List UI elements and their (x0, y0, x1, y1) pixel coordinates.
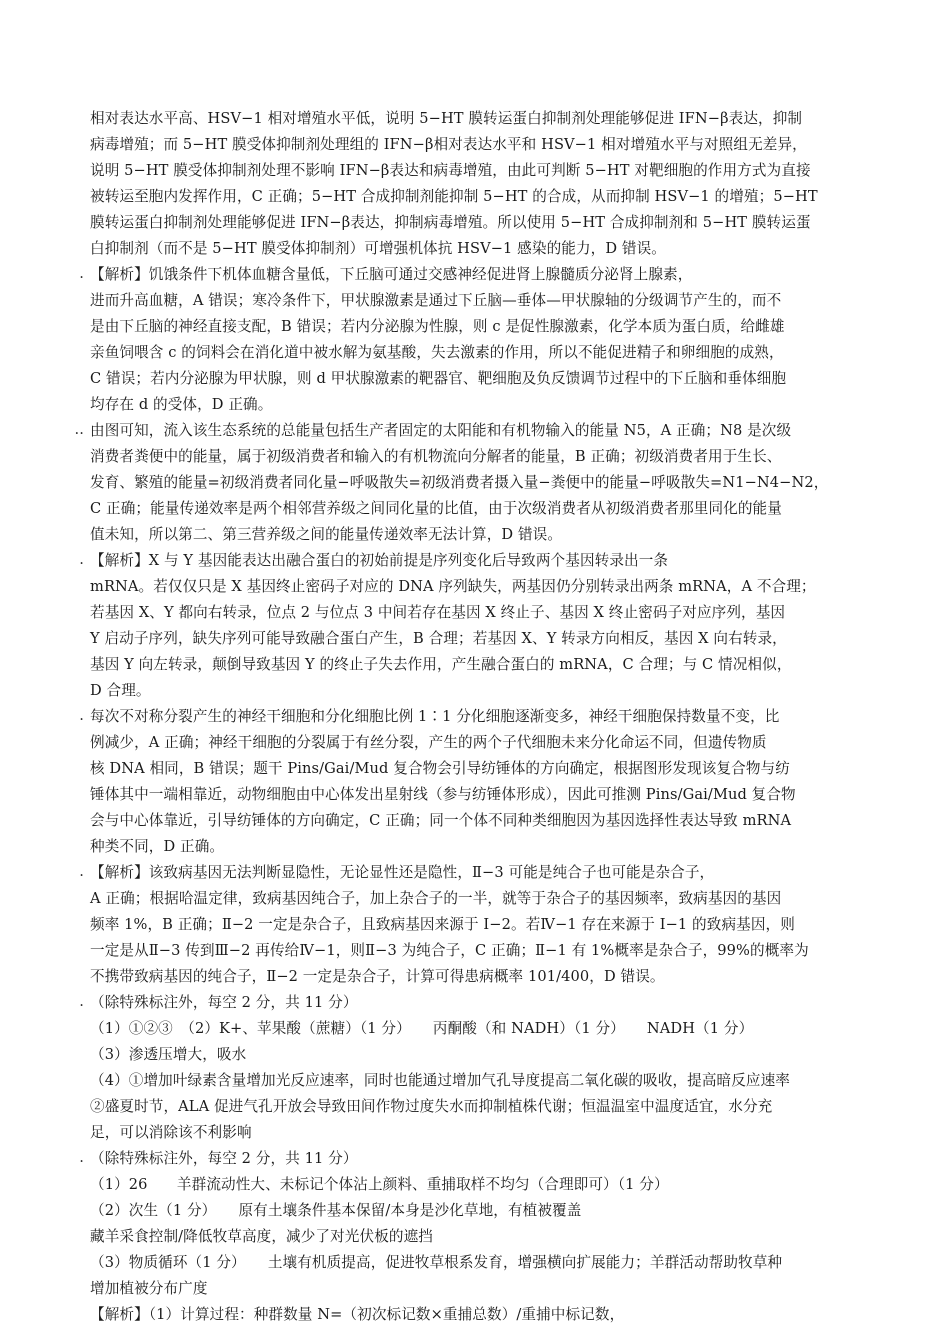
text-line: 病毒增殖；而 5−HT 膜受体抑制剂处理组的 IFN−β相对表达水平和 HSV−1 相对增殖水平与对照组无差异， (90, 136, 807, 153)
text-line: 相对表达水平高、HSV−1 相对增殖水平低，说明 5−HT 膜转运蛋白抑制剂处理能够促进 IFN−β表达，抑制 (90, 110, 803, 127)
text-line: 由图可知，流入该生态系统的总能量包括生产者固定的太阳能和有机物输入的能量 N5，A 正确；N8 是次级 (90, 422, 792, 439)
text-line: 均存在 d 的受体，D 正确。 (90, 396, 273, 413)
text-line: 被转运至胞内发挥作用，C 正确；5−HT 合成抑制剂能抑制 5−HT 的合成，从而抑制 HSV−1 的增殖；5−HT (90, 188, 818, 205)
text-line: 【解析】X 与 Y 基因能表达出融合蛋白的初始前提是序列变化后导致两个基因转录出一条 (90, 552, 669, 569)
text-line: 消费者粪便中的能量，属于初级消费者和输入的有机物流向分解者的能量，B 正确；初级消费者用于生长、 (90, 448, 782, 465)
text-line: 进而升高血糖，A 错误；寒冷条件下，甲状腺激素是通过下丘脑—垂体—甲状腺轴的分级调节产生的，而不 (90, 292, 782, 309)
text-line: 【解析】饥饿条件下机体血糖含量低，下丘脑可通过交感神经促进肾上腺髓质分泌肾上腺素， (90, 266, 693, 283)
text-line: C 错误；若内分泌腺为甲状腺，则 d 甲状腺激素的靶器官、靶细胞及负反馈调节过程中的下丘脑和垂体细胞 (90, 370, 787, 387)
text-line: 例减少，A 正确；神经干细胞的分裂属于有丝分裂，产生的两个子代细胞未来分化命运不同，但遗传物质 (90, 734, 767, 751)
text-line: mRNA。若仅仅只是 X 基因终止密码子对应的 DNA 序列缺失，两基因仍分别转录出两条 mRNA，A 不合理； (90, 578, 816, 595)
question-number-mark: . (79, 551, 84, 568)
text-line: 若基因 X、Y 都向右转录，位点 2 与位点 3 中间若存在基因 X 终止子、基因 X 终止密码子对应序列，基因 (90, 604, 786, 621)
text-line: D 合理。 (90, 682, 151, 699)
question-number-mark: . (79, 863, 84, 880)
text-line: 【解析】（1）计算过程：种群数量 N=（初次标记数×重捕总数）/重捕中标记数， (90, 1306, 625, 1323)
text-line: C 正确；能量传递效率是两个相邻营养级之间同化量的比值，由于次级消费者从初级消费者那里同化的能量 (90, 500, 782, 517)
text-line: Y 启动子序列，缺失序列可能导致融合蛋白产生，B 合理；若基因 X、Y 转录方向相反，基因 X 向右转录， (90, 630, 787, 647)
text-line: （3）渗透压增大，吸水 (90, 1046, 247, 1063)
text-line: 说明 5−HT 膜受体抑制剂处理不影响 IFN−β表达和病毒增殖，由此可判断 5−HT 对靶细胞的作用方式为直接 (90, 162, 811, 179)
text-line: 基因 Y 向左转录，颠倒导致基因 Y 的终止子失去作用，产生融合蛋白的 mRNA，C 合理；与 C 情况相似， (90, 656, 792, 673)
text-line: 一定是从Ⅱ−3 传到Ⅲ−2 再传给Ⅳ−1，则Ⅱ−3 为纯合子，C 正确；Ⅱ−1 有 1%概率是杂合子，99%的概率为 (90, 942, 809, 959)
text-line: A 正确；根据哈温定律，致病基因纯合子，加上杂合子的一半，就等于杂合子的基因频率，致病基因的基因 (90, 890, 782, 907)
text-line: 发育、繁殖的能量=初级消费者同化量−呼吸散失=初级消费者摄入量−粪便中的能量−呼吸散失=N1−N4−N2， (90, 474, 829, 491)
text-line: （1）26 羊群流动性大、未标记个体沾上颜料、重捕取样不均匀（合理即可）（1 分） (90, 1176, 669, 1193)
text-line: 种类不同，D 正确。 (90, 838, 225, 855)
text-line: 是由下丘脑的神经直接支配，B 错误；若内分泌腺为性腺，则 c 是促性腺激素，化学本质为蛋白质，给雌雄 (90, 318, 785, 335)
text-line: （1）①②③ （2）K+、苹果酸（蔗糖）（1 分） 丙酮酸（和 NADH）（1 分） NADH（1 分） (90, 1020, 754, 1037)
question-number-mark: .. (74, 421, 84, 438)
question-number-mark: . (79, 265, 84, 282)
text-line: （除特殊标注外，每空 2 分，共 11 分） (90, 1150, 358, 1167)
text-line: 不携带致病基因的纯合子，Ⅱ−2 一定是杂合子，计算可得患病概率 101/400，D 错误。 (90, 968, 665, 985)
text-line: （4）①增加叶绿素含量增加光反应速率，同时也能通过增加气孔导度提高二氧化碳的吸收，提高暗反应速率 (90, 1072, 790, 1089)
text-line: （3）物质循环（1 分） 土壤有机质提高，促进牧草根系发育，增强横向扩展能力；羊群活动帮助牧草种 (90, 1254, 783, 1271)
question-number-mark: . (79, 707, 84, 724)
text-line: 膜转运蛋白抑制剂处理能够促进 IFN−β表达，抑制病毒增殖。所以使用 5−HT 合成抑制剂和 5−HT 膜转运蛋 (90, 214, 811, 231)
text-line: 锤体其中一端相靠近，动物细胞由中心体发出星射线（参与纺锤体形成），因此可推测 Pins/Gai/Mud 复合物 (90, 786, 796, 803)
text-line: 足，可以消除该不利影响 (90, 1124, 252, 1141)
text-line: 亲鱼饲喂含 c 的饲料会在消化道中被水解为氨基酸，失去激素的作用，所以不能促进精子和卵细胞的成熟， (90, 344, 784, 361)
text-line: 增加植被分布广度 (90, 1280, 208, 1297)
text-line: 每次不对称分裂产生的神经干细胞和分化细胞比例 1∶1 分化细胞逐渐变多，神经干细胞保持数量不变，比 (90, 708, 780, 725)
question-number-mark: . (79, 993, 84, 1010)
text-line: 白抑制剂（而不是 5−HT 膜受体抑制剂）可增强机体抗 HSV−1 感染的能力，D 错误。 (90, 240, 666, 257)
question-number-mark: . (79, 1149, 84, 1166)
text-line: 藏羊采食控制/降低牧草高度，减少了对光伏板的遮挡 (90, 1228, 433, 1245)
text-line: 【解析】该致病基因无法判断显隐性，无论显性还是隐性，Ⅱ−3 可能是纯合子也可能是杂合子， (90, 864, 715, 881)
text-line: ②盛夏时节，ALA 促进气孔开放会导致田间作物过度失水而抑制植株代谢；恒温温室中温度适宜，水分充 (90, 1098, 773, 1115)
text-line: 核 DNA 相同，B 错误；题干 Pins/Gai/Mud 复合物会引导纺锤体的方向确定，根据图形发现该复合物与纺 (90, 760, 790, 777)
text-line: 会与中心体靠近，引导纺锤体的方向确定，C 正确；同一个体不同种类细胞因为基因选择性表达导致 mRNA (90, 812, 792, 829)
text-line: （除特殊标注外，每空 2 分，共 11 分） (90, 994, 358, 1011)
text-line: 值未知，所以第二、第三营养级之间的能量传递效率无法计算，D 错误。 (90, 526, 563, 543)
text-line: （2）次生（1 分） 原有土壤条件基本保留/本身是沙化草地，有植被覆盖 (90, 1202, 582, 1219)
text-line: 频率 1%，B 正确；Ⅱ−2 一定是杂合子，且致病基因来源于 Ⅰ−2。若Ⅳ−1 存在来源于 Ⅰ−1 的致病基因，则 (90, 916, 795, 933)
